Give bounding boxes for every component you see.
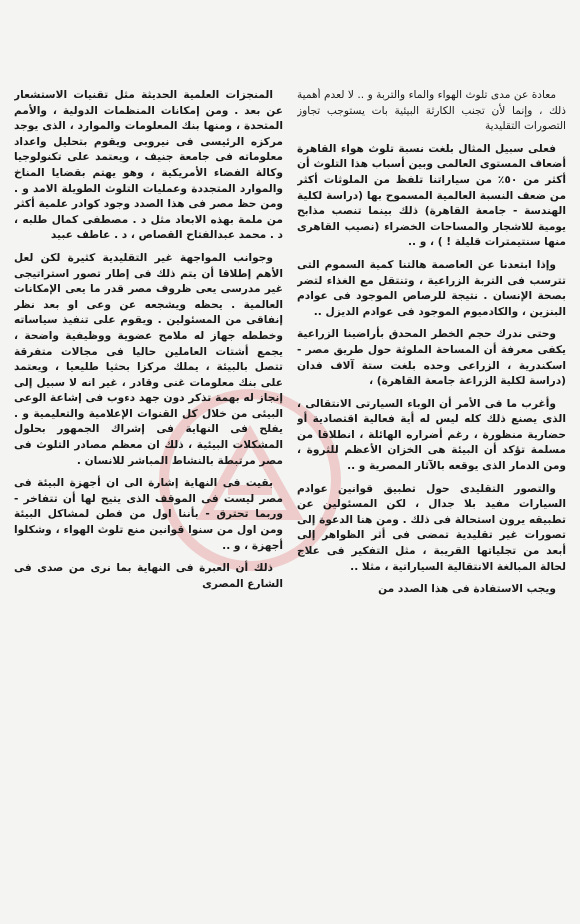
article-columns	[14, 88, 566, 884]
article-paragraph: ذلك أن العبرة فى النهاية بما نرى من صدى فى الشارع المصرى	[14, 562, 283, 590]
article-column-right	[297, 88, 566, 884]
article-paragraph: فعلى سبيل المثال بلغت نسبة تلوث هواء القاهرة أضعاف المستوى العالمى وبين أسباب هذا التلوث أن أكثر من ٥٠٪ من سياراتنا تلفظ من الملوثات أكثر من ضعف النسبة العالمية المسموح بها (دراسة لكلية الهندسة - جامعة القاهرة) ذلك بينما تنصب مذابح يومية للاشجار والمساحات الخضراء (نصيب القاهرى منها سنتيمترات قليلة ! ) ، و ..	[297, 142, 566, 249]
article-paragraph: وإذا ابتعدنا عن العاصمة هالتنا كمية السموم التى تترسب فى التربة الزراعية ، وتنتقل مع الغذاء لتضر بصحة الإنسان . نتيجة للرصاص الموجود فى عوادم البنزين ، والكادميوم الموجود فى عوادم الديزل ..	[297, 258, 566, 318]
article-paragraph: بقيت فى النهاية إشارة الى ان أجهزة البيئة فى مصر ليست فى الموقف الذى يتيح لها أن تتفاخر - وربما تحترق - بأننا اول من فطن لمشاكل البيئة ومن اول من سنوا قوانين منع تلوث الهواء ، وشكلوا أجهزة ، و ..	[14, 477, 283, 552]
article-paragraph: وجوانب المواجهة غير التقليدية كثيرة لكن لعل الأهم إطلاقا أن يتم ذلك فى إطار تصور استراتيجى غير مدرسى يعى ظروف مصر قدر ما يعى الإمكانات العالمية . يحظه ويشجعه عن وعى او بعد نظر إنفاقى من المسئولين . ويقوم على تنفيذ سياساته وخططه جهاز له ملامح عضوية ووظيفية واضحة ، يجمع أشتات العاملين حاليا فى مجالات متفرقة تتصل بالبيئة ، يملك مركزا بحثيا طليعيا ، ويعتمد على بنك معلومات غنى وقادر ، غير انه لا سبيل إلى إنجاز له بهمة تذكر دون جهد دءوب فى إشاعة الوعى البيئى من خلال كل القنوات الإعلامية والتعليمية و . يفلح فى النهاية فى إشراك الجمهور بحلول المشكلات البيئية ، ذلك ان معظم مصادر التلوث فى مصر مرتبطة بالنشاط المباشر للانسان .	[14, 251, 283, 467]
article-paragraph: والتصور التقليدى حول تطبيق قوانين عوادم السيارات مفيد بلا جدال ، لكن المسئولين عن تطبيقه يرون استحالة فى ذلك . ومن هنا الدعوة إلى تصورات غير تقليدية تمضى فى أثر الظواهر إلى أبعد من تجلياتها القريبة ، مثل التفكير فى علاج لحالة المبالغة الانتقالية السياراتية ، مثلا ..	[297, 482, 566, 573]
article-paragraph: وحتى ندرك حجم الخطر المحدق بأراضينا الزراعية يكفى معرفة أن المساحة الملوثة حول طريق مصر - اسكندرية ، الزراعى وحده بلغت ستة آلاف فدان (دراسة لكلية الزراعة جامعة القاهرة) ،	[297, 328, 566, 388]
article-column-left	[14, 88, 283, 884]
article-paragraph: ويجب الاستفادة فى هذا الصدد من	[378, 583, 556, 596]
article-paragraph: وأغرب ما فى الأمر أن الوباء السيارتى الانتقالى ، الذى يصنع ذلك كله ليس له أية فعالية اقتصادية أو حضارية منظورة ، رغم أضراره الهائلة ، انطلاقا من مسلمة تؤكد أن البيئة هى الخزان الأعظم للثروة ، ومن الدمار الذى يوقعه بالآثار المصرية و ..	[297, 397, 566, 473]
article-paragraph: معادة عن مدى تلوث الهواء والماء والتربة و .. لا لعدم أهمية ذلك ، وإنما لأن تجنب الكارثة البيئية بات يستوجب تجاوز التصورات التقليدية	[297, 89, 566, 133]
article-paragraph: المنجزات العلمية الحديثة مثل تقنيات الاستشعار عن بعد . ومن إمكانات المنظمات الدولية ، والأمم المتحدة ، ومنها بنك المعلومات والموارد ، الذى يوجد مركزه الرئيسى فى نيروبى ويقوم بتحليل واعداد معلوماته فى جامعة جنيف ، ويعتمد على تكنولوجيا وكالة الفضاء الأمريكية ، وهو يهتم بقضايا المناخ والموارد المتجددة وعمليات التلوث الطويلة الامد و . ومن حظ مصر فى هذا الصدد وجود كوادر علمية أكثر من ملمة بهذه الابعاد مثل د . مصطفى كمال طلبه ، د . محمد عبدالفتاح القصاص ، د . عاطف عبيد	[14, 89, 283, 242]
